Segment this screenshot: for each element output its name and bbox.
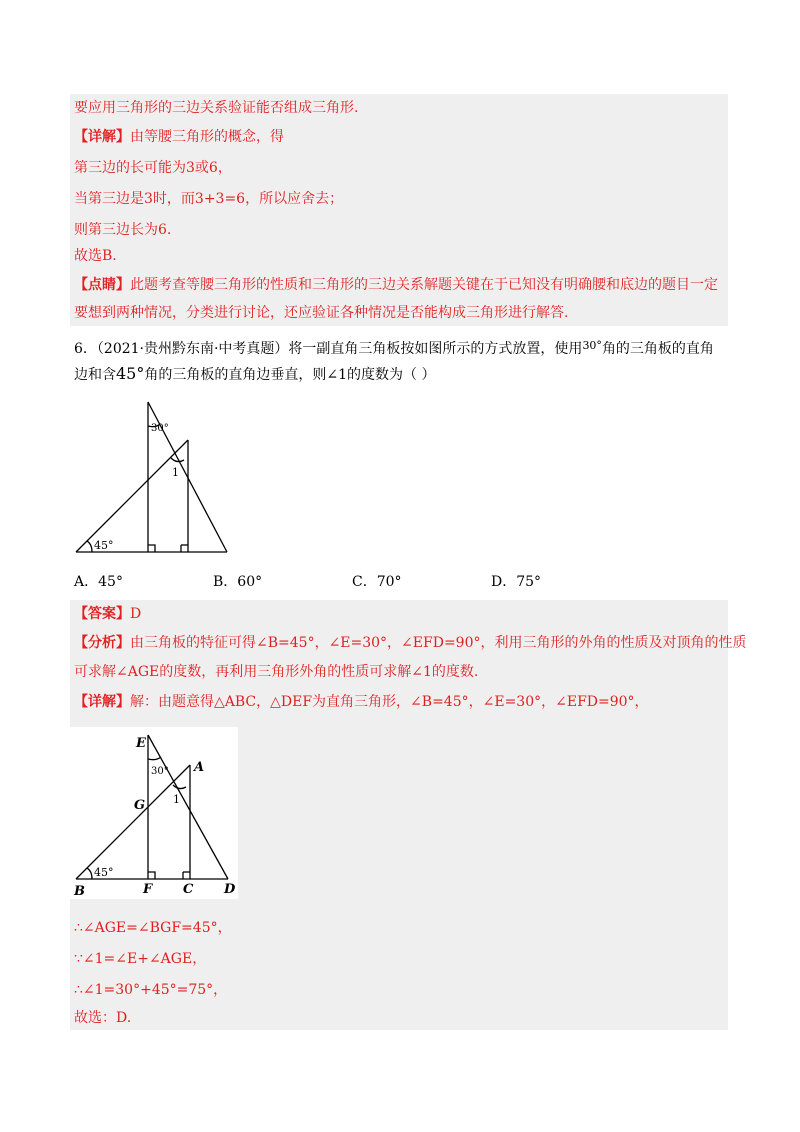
choice-letter: A． <box>74 574 99 590</box>
text-line: 第三边的长可能为3或6， <box>74 160 232 176</box>
choice-b[interactable] <box>213 572 262 592</box>
choice-letter: B． <box>213 574 238 590</box>
choice-value: 70° <box>376 574 402 590</box>
choice-value: 60° <box>237 574 263 590</box>
solution-line-2: ∵∠1=∠E+∠AGE， <box>74 951 207 967</box>
answer-value: D <box>130 606 142 622</box>
text-line: 则第三边长为6. <box>74 222 172 238</box>
fig1-angle-45: 45° <box>94 539 114 552</box>
degree-30: 30° <box>582 339 602 352</box>
label-e: E <box>136 736 146 751</box>
detail-line-2 <box>74 692 649 712</box>
answer-tag: 【答案】 <box>74 606 130 622</box>
label-g: G <box>134 798 146 813</box>
solution-line-4: 故选：D. <box>74 1010 132 1026</box>
text-line: 当第三边是3时，而3+3=6，所以应舍去； <box>74 191 344 207</box>
question-line-2 <box>74 364 435 385</box>
analysis-tag: 【分析】 <box>74 635 130 651</box>
text-line: 要应用三角形的三边关系验证能否组成三角形. <box>74 100 359 116</box>
choice-value: 75° <box>516 574 542 590</box>
detail-line <box>74 127 284 147</box>
question-text: 角的三角板的直角 <box>601 341 714 357</box>
label-c: C <box>183 882 194 897</box>
label-f: F <box>143 882 153 897</box>
solution-line-1: ∴∠AGE=∠BGF=45°， <box>74 920 232 936</box>
answer-line <box>74 604 141 624</box>
choice-a[interactable] <box>74 572 123 592</box>
comment-tag: 【点睛】 <box>74 277 130 293</box>
fig2-angle-1: 1 <box>173 793 180 806</box>
analysis-line-2: 可求解∠AGE的度数，再利用三角形外角的性质可求解∠1的度数. <box>74 664 479 680</box>
analysis-text: 由三角板的特征可得∠B=45°，∠E=30°，∠EFD=90°，利用三角形的外角的性质及对顶角的性质 <box>130 635 747 651</box>
label-d: D <box>224 882 236 897</box>
question-line-1 <box>74 336 714 359</box>
solution-line-3: ∴∠1=30°+45°=75°， <box>74 982 228 998</box>
detail-text: 由等腰三角形的概念，得 <box>130 129 284 145</box>
detail-tag: 【详解】 <box>74 129 130 145</box>
label-a: A <box>194 760 205 775</box>
question-text: 边和含 <box>74 367 116 383</box>
choice-letter: C． <box>352 574 377 590</box>
choice-value: 45° <box>98 574 123 590</box>
fig2-angle-45: 45° <box>94 866 114 879</box>
triangle-figure-2 <box>70 727 238 899</box>
detail-tag: 【详解】 <box>74 694 130 710</box>
comment-line <box>74 275 718 295</box>
choice-letter: D． <box>491 574 517 590</box>
fig1-angle-1: 1 <box>172 466 179 479</box>
question-text: 角的三角板的直角边垂直，则∠1的度数为（ ） <box>144 367 436 383</box>
degree-45: 45° <box>116 364 145 383</box>
question-text: 6．（2021·贵州黔东南·中考真题）将一副直角三角板按如图所示的方式放置，使用 <box>74 341 583 357</box>
fig2-angle-30: 30° <box>151 766 169 777</box>
choice-c[interactable] <box>352 572 402 592</box>
text-line: 故选B. <box>74 248 117 264</box>
fig1-angle-30: 30° <box>151 423 169 434</box>
comment-text: 此题考查等腰三角形的性质和三角形的三边关系解题关键在于已知没有明确腰和底边的题目一定 <box>130 277 718 293</box>
choice-d[interactable] <box>491 572 541 592</box>
triangle-figure-1 <box>70 398 234 558</box>
text-line: 要想到两种情况，分类进行讨论，还应验证各种情况是否能构成三角形进行解答. <box>74 305 569 321</box>
detail-text: 解：由题意得△ABC，△DEF为直角三角形，∠B=45°，∠E=30°，∠EFD=90°， <box>130 694 649 710</box>
label-b: B <box>74 884 85 899</box>
analysis-line <box>74 633 747 653</box>
